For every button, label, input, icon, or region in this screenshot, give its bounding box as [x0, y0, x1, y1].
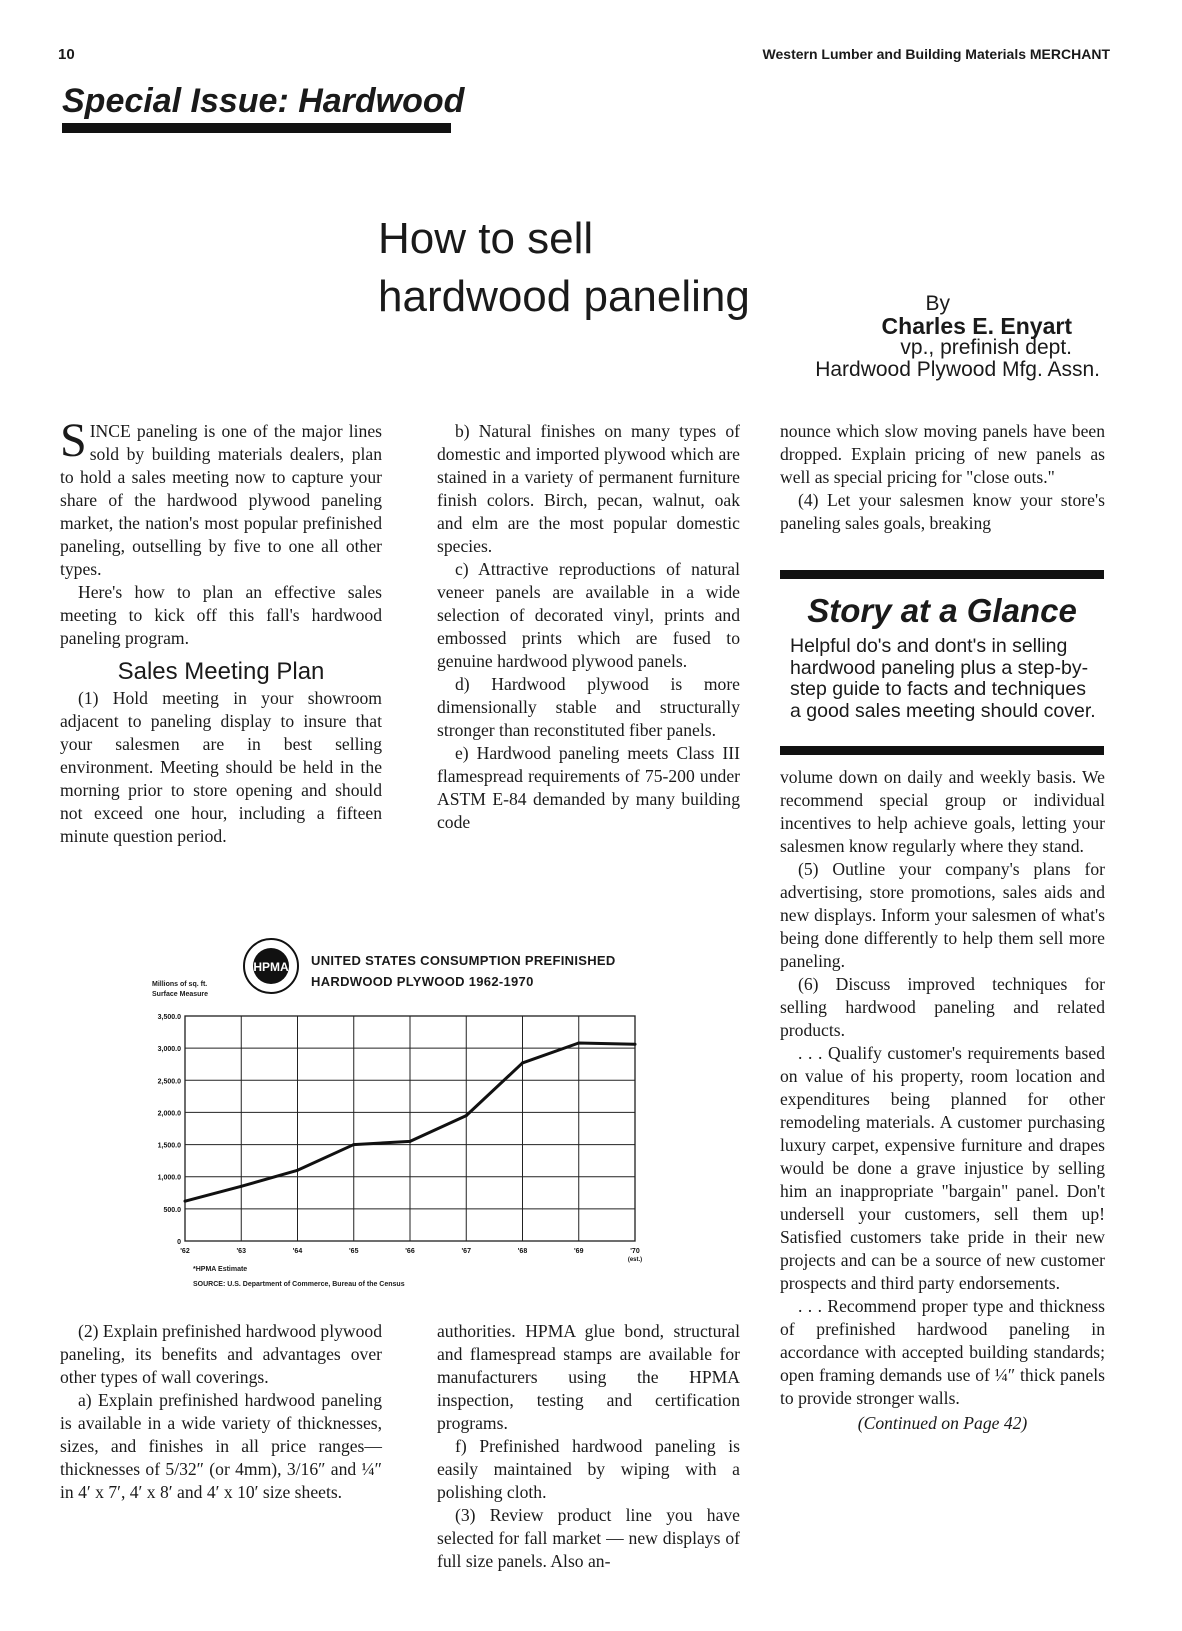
data-point [465, 1114, 468, 1117]
x-tick-label: '66 [405, 1248, 415, 1255]
col2-paragraph-4: e) Hardwood paneling meets Class III flamespread requirements of 75-200 under ASTM E-84 demanded by many building code [437, 743, 740, 832]
col2-paragraph-2: c) Attractive reproductions of natural veneer panels are available in a wide selection of decorated vinyl, prints and embossed prints which are fused to genuine hardwood plywood panels. [437, 559, 740, 671]
logo-text: HPMA [253, 960, 289, 974]
col3b-paragraph-4: . . . Qualify customer's requirements based on value of his property, room location and expenditures being planned for other remodeling materials. A customer purchasing luxury carpet, expensive furniture and drapes would be done a grave injustice by selling him an inappropriate "bargain" panel. Don't undersell your customers, sell them up! Satisfied customers take pride in their new projects and can be a source of new customer prospects and third party endorsements. [780, 1043, 1105, 1293]
headline-line-1: How to sell [378, 214, 594, 263]
x-tick-label: '67 [461, 1248, 471, 1255]
hpma-logo [238, 936, 304, 996]
subhead-sales-meeting-plan: Sales Meeting Plan [117, 658, 325, 685]
byline-title-1: vp., prefinish dept. [900, 336, 1072, 359]
data-point [352, 1143, 355, 1146]
col2-paragraph-1: b) Natural finishes on many types of domestic and imported plywood which are stained in a variety of permanent furniture finish colors. Birch, pecan, walnut, oak and elm are the most popular domestic species. [437, 421, 740, 556]
page-number: 10 [58, 46, 75, 63]
byline-author: Charles E. Enyart [881, 313, 1072, 339]
chart-ylabel: Millions of sq. ft. Surface Measure [152, 981, 209, 998]
estimate-note: *HPMA Estimate [193, 1266, 248, 1273]
col1-paragraph-1: INCE paneling is one of the major lines sold by building materials dealers, plan to hold a sales meeting now to capture your share of the hardwood plywood paneling market, the nation's most popular prefinished paneling, outselling by five to one all other types. [60, 421, 382, 579]
x-tick-label: '64 [292, 1248, 303, 1255]
col3b-paragraph-5: . . . Recommend proper type and thickness of prefinished hardwood paneling in accordance with accepted building standards; open framing demands use of ¼″ thick panels to provide stronger walls. [780, 1296, 1105, 1408]
headline [378, 210, 750, 326]
bottom-column-1 [60, 1320, 382, 1504]
continued-note: (Continued on Page 42) [857, 1413, 1028, 1433]
col3b-paragraph-2: (5) Outline your company's plans for advertising, store promotions, sales aids and new displays. Inform your salesmen of what's being done differently to help them sell more paneling. [780, 859, 1105, 971]
col3-paragraph-1: nounce which slow moving panels have been dropped. Explain pricing of new panels as well as special pricing for "close outs." [780, 421, 1105, 487]
y-tick-label: 3,000.0 [157, 1046, 181, 1054]
section-title: Special Issue: Hardwood [62, 82, 465, 120]
x-tick-note: (est.) [627, 1257, 643, 1263]
running-title: Western Lumber and Building Materials MERCHANT [762, 46, 1110, 62]
col3-paragraph-2: (4) Let your salesmen know your store's paneling sales goals, breaking [780, 490, 1105, 533]
column-3-top [780, 420, 1105, 535]
col1-paragraph-2: Here's how to plan an effective sales meeting to kick off this fall's hardwood paneling program. [60, 582, 382, 648]
glance-title: Story at a Glance [807, 592, 1077, 629]
headline-line-2: hardwood paneling [378, 272, 750, 321]
byline-title-2: Hardwood Plywood Mfg. Assn. [815, 358, 1100, 381]
y-tick-label: 500.0 [163, 1206, 181, 1214]
col3b-paragraph-1: volume down on daily and weekly basis. We recommend special group or individual incentives to help achieve goals, letting your salesmen know regularly where they stand. [780, 767, 1105, 856]
bcol1-paragraph-1: (2) Explain prefinished hardwood plywood paneling, its benefits and advantages over other types of wall coverings. [60, 1321, 382, 1387]
col1-paragraph-3: (1) Hold meeting in your showroom adjacent to paneling display to insure that your salesmen are in best selling environment. Meeting should be held in the morning prior to store opening and should not exceed one hour, including a fifteen minute question period. [60, 688, 382, 846]
source-note: SOURCE: U.S. Department of Commerce, Bureau of the Census [193, 1281, 405, 1288]
x-tick-label: '62 [180, 1248, 190, 1255]
x-tick-label: '69 [574, 1248, 584, 1255]
x-tick-label: '63 [236, 1248, 246, 1255]
y-tick-label: 0 [177, 1239, 181, 1246]
data-point [240, 1185, 243, 1188]
y-tick-label: 2,500.0 [157, 1078, 181, 1086]
col3b-paragraph-3: (6) Discuss improved techniques for selling hardwood paneling and related products. [780, 974, 1105, 1040]
data-point [296, 1169, 299, 1172]
chart-plot [140, 1000, 680, 1290]
x-tick-label: '70 [630, 1248, 640, 1255]
glance-body: Helpful do's and dont's in selling hardwood paneling plus a step-by-step guide to facts and techniques a good sales meeting should cover. [790, 635, 1096, 722]
bcol2-paragraph-2: f) Prefinished hardwood paneling is easily maintained by wiping with a polishing cloth. [437, 1436, 740, 1502]
y-tick-label: 2,000.0 [157, 1110, 181, 1118]
data-point [577, 1042, 580, 1045]
x-tick-label: '68 [517, 1248, 528, 1255]
data-point [634, 1043, 637, 1046]
byline [770, 293, 1100, 381]
column-2 [437, 420, 740, 834]
y-tick-label: 1,500.0 [157, 1142, 181, 1150]
glance-rule-top [780, 570, 1104, 579]
chart-title: UNITED STATES CONSUMPTION PREFINISHED HARDWOOD PLYWOOD 1962-1970 [311, 953, 616, 989]
bcol2-paragraph-3: (3) Review product line you have selected for fall market — new displays of full size panels. Also an- [437, 1505, 740, 1571]
glance-rule-bottom [780, 746, 1104, 755]
section-rule [62, 123, 451, 133]
y-tick-label: 3,500.0 [157, 1014, 181, 1021]
bottom-column-2 [437, 1320, 740, 1573]
y-tick-label: 1,000.0 [157, 1174, 181, 1182]
byline-by: By [925, 292, 950, 315]
data-point [184, 1200, 187, 1203]
column-1 [60, 414, 382, 848]
data-point [521, 1061, 524, 1064]
drop-cap: S [60, 414, 87, 467]
column-3-bottom [780, 766, 1105, 1435]
data-point [409, 1140, 412, 1143]
bcol1-paragraph-2: a) Explain prefinished hardwood paneling is available in a wide variety of thicknesses, sizes, and finishes in all price ranges—thicknesses of 5/32″ (or 4mm), 3/16″ and ¼″ in 4′ x 7′, 4′ x 8′ and 4′ x 10′ size sheets. [60, 1390, 382, 1502]
bcol2-paragraph-1: authorities. HPMA glue bond, structural and flamespread stamps are available for manufacturers using the HPMA inspection, testing and certification programs. [437, 1321, 740, 1433]
col2-paragraph-3: d) Hardwood plywood is more dimensionally stable and structurally stronger than reconstituted fiber panels. [437, 674, 740, 740]
x-tick-label: '65 [349, 1248, 359, 1255]
